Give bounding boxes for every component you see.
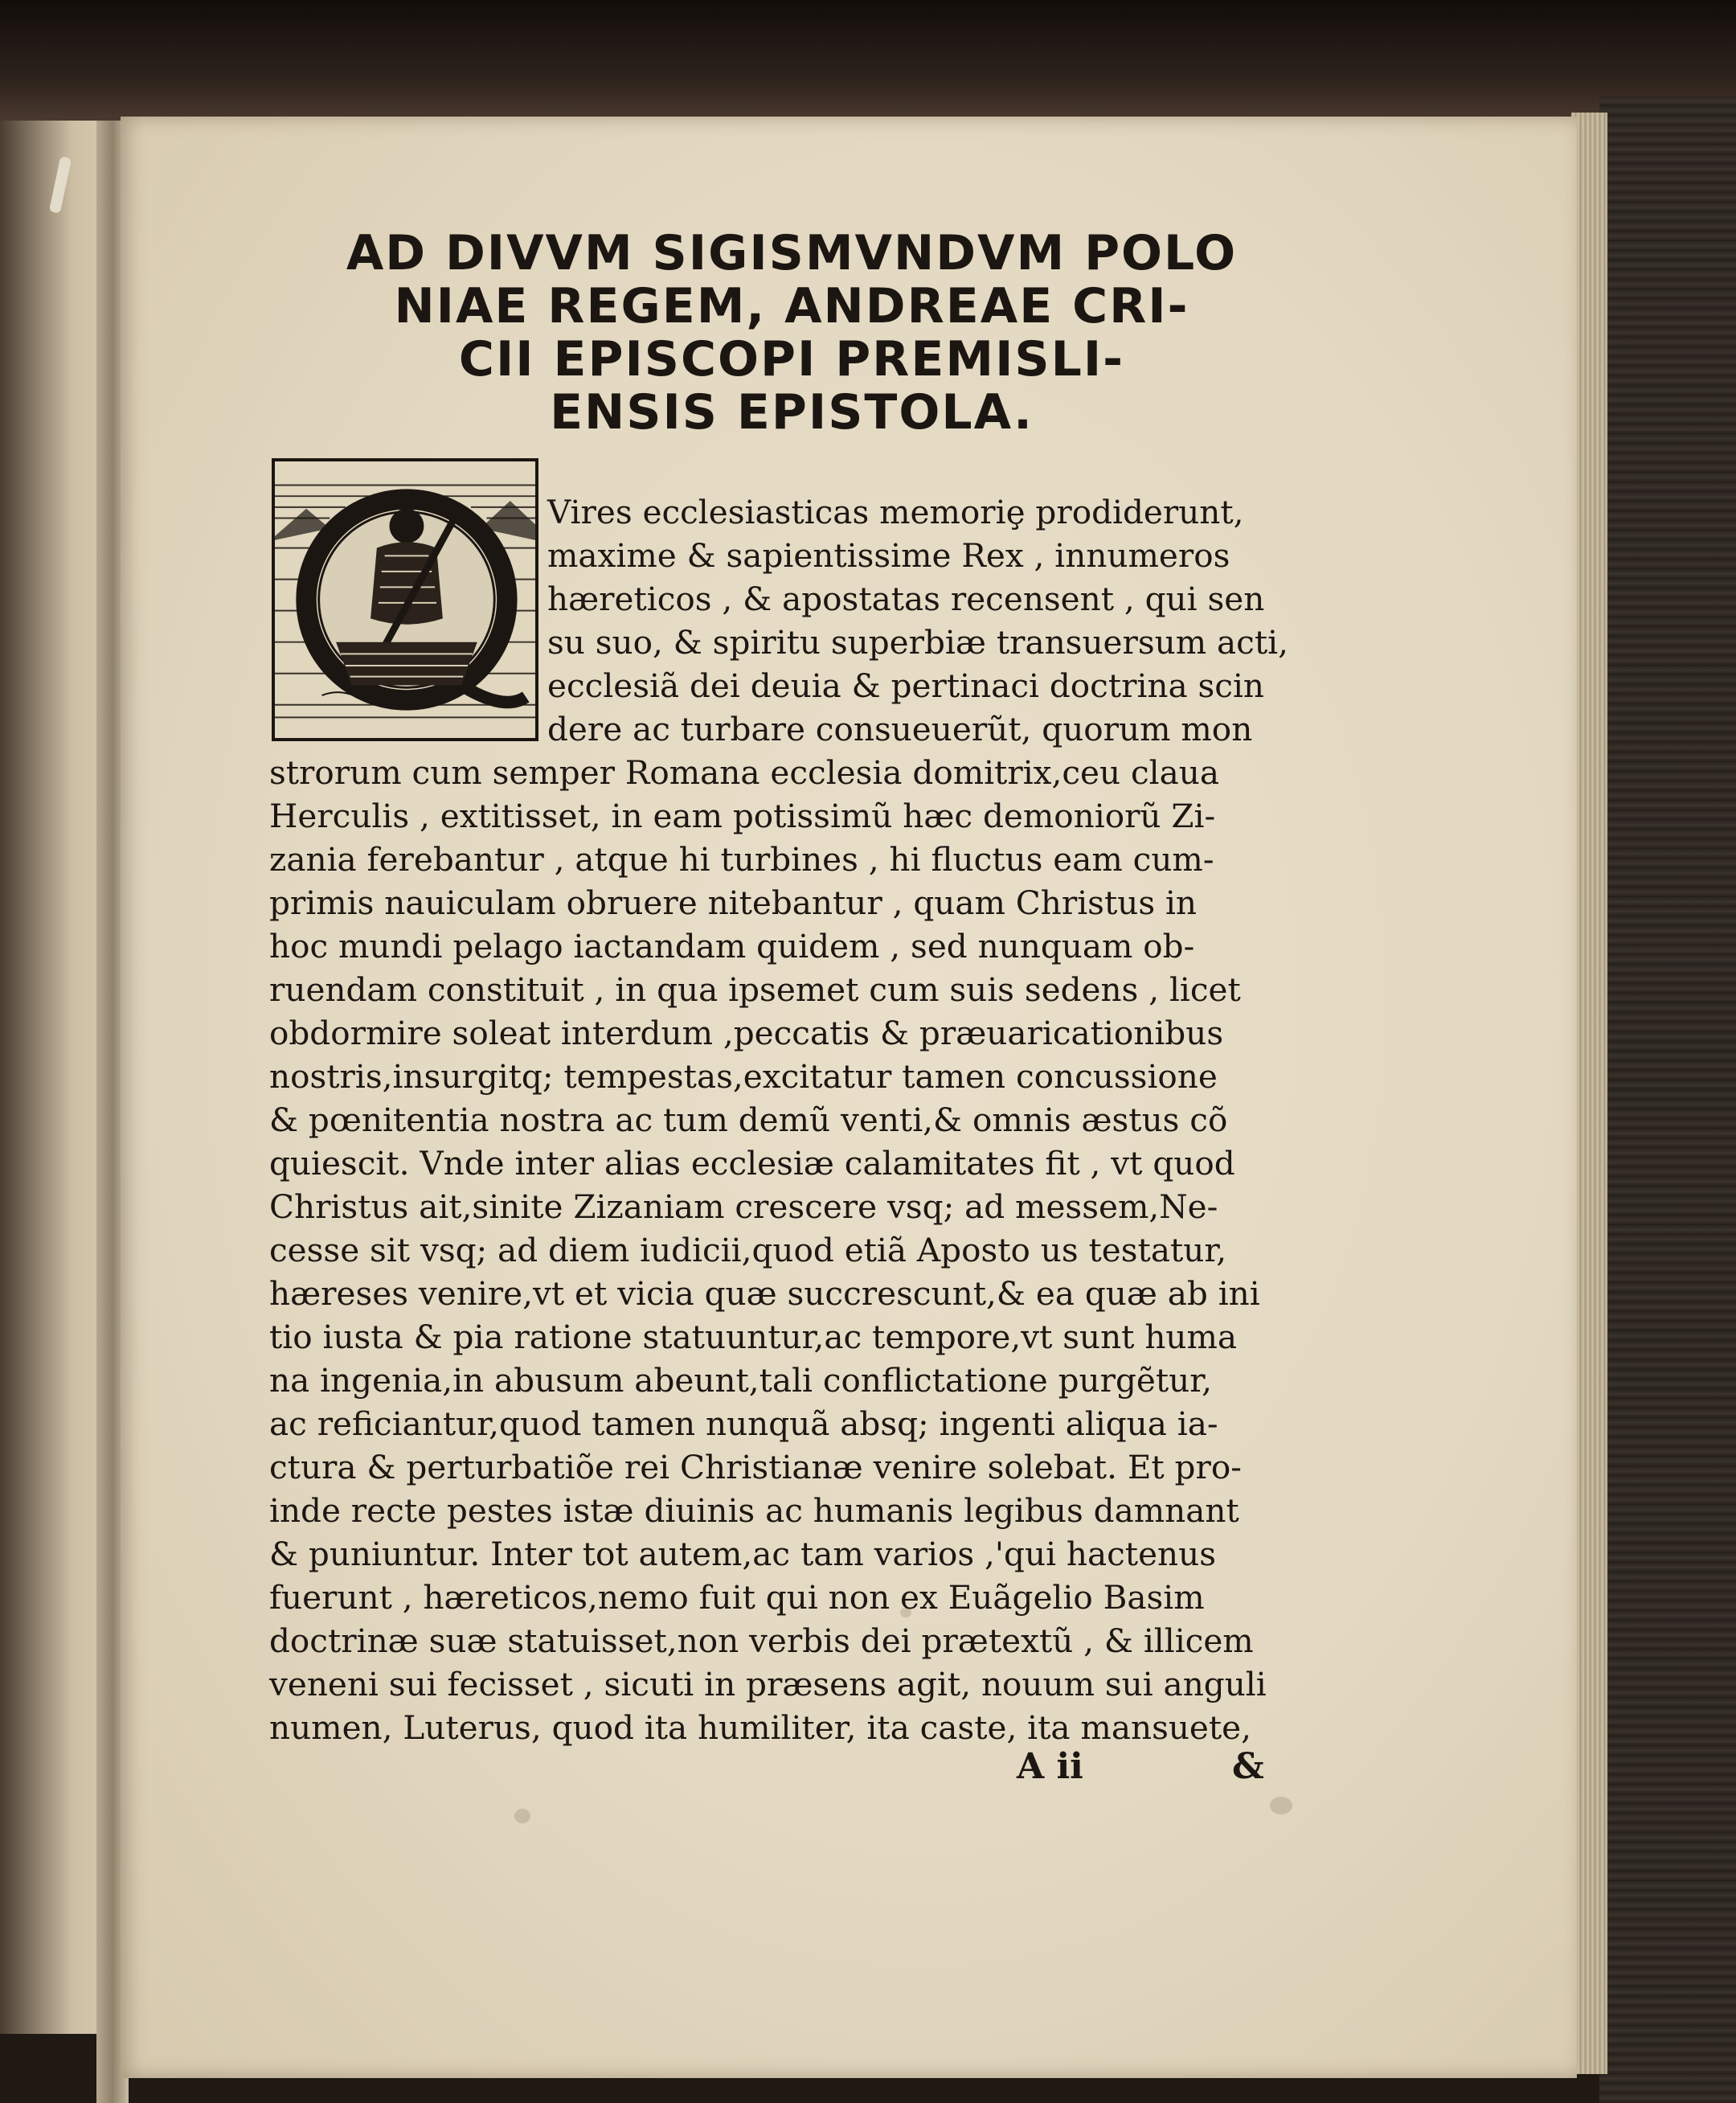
signature-mark: A ii — [1017, 1746, 1083, 1787]
text-line: ctura & perturbatiõe rei Christianæ venire solebat. Et pro- — [269, 1448, 1242, 1486]
heading-line: AD DIVVM SIGISMVNDVM POLO — [346, 225, 1238, 281]
text-line: Christus ait,sinite Zizaniam crescere vsq; ad messem,Ne- — [269, 1187, 1218, 1226]
text-line: numen, Luterus, quod ita humiliter, ita caste, ita mansuete, — [269, 1708, 1252, 1747]
text-line: inde recte pestes istæ diuinis ac humanis legibus damnant — [269, 1491, 1239, 1530]
text-line: nostris,insurgitq; tempestas,excitatur tamen concussione — [269, 1057, 1218, 1096]
text-line: hoc mundi pelago iactandam quidem , sed nunquam ob- — [269, 927, 1195, 965]
heading-line: ENSIS EPISTOLA. — [550, 384, 1034, 441]
text-line: ecclesiã dei deuia & pertinaci doctrina scin — [547, 666, 1265, 705]
text-line: Herculis , extitisset, in eam potissimũ hæc demoniorũ Zi- — [269, 797, 1216, 835]
text-line: obdormire soleat interdum ,peccatis & præuaricationibus — [269, 1014, 1224, 1052]
text-line: na ingenia,in abusum abeunt,tali conflictatione purgẽtur, — [269, 1361, 1213, 1400]
foxing-spot — [514, 1809, 530, 1823]
text-line: cesse sit vsq; ad diem iudicii,quod etiã Aposto us testatur, — [269, 1231, 1227, 1269]
book-cover-top — [0, 0, 1736, 125]
text-line: strorum cum semper Romana ecclesia domitrix,ceu claua — [269, 753, 1219, 792]
text-line: fuerunt , hæreticos,nemo fuit qui non ex Euãgelio Basim — [269, 1578, 1205, 1617]
text-line: primis nauiculam obruere nitebantur , quam Christus in — [269, 883, 1198, 922]
book-cover-right — [1599, 96, 1736, 2103]
page-heading — [269, 227, 1314, 439]
text-line: zania ferebantur , atque hi turbines , hi fluctus eam cum- — [269, 840, 1214, 879]
text-line: ac reficiantur,quod tamen nunquã absq; ingenti aliqua ia- — [269, 1404, 1218, 1443]
text-line: veneni sui fecisset , sicuti in præsens agit, nouum sui anguli — [269, 1665, 1267, 1703]
text-line: & pœnitentia nostra ac tum demũ venti,& omnis æstus cõ — [269, 1101, 1228, 1139]
text-line: hæreses venire,vt et vicia quæ succrescunt,& ea quæ ab ini — [269, 1274, 1260, 1313]
text-line: dere ac turbare consueuerũt, quorum mon — [547, 710, 1253, 748]
text-line: quiescit. Vnde inter alias ecclesiæ calamitates fit , vt quod — [269, 1144, 1235, 1183]
text-line: Vires ecclesiasticas memoriȩ prodiderunt, — [547, 493, 1244, 531]
text-line: & puniuntur. Inter tot autem,ac tam varios ,'qui hactenus — [269, 1535, 1217, 1573]
heading-line: NIAE REGEM, ANDREAE CRI- — [394, 278, 1189, 334]
heading-line: CII EPISCOPI PREMISLI- — [458, 331, 1125, 387]
text-line: tio iusta & pia ratione statuuntur,ac tempore,vt sunt huma — [269, 1318, 1238, 1356]
text-line: maxime & sapientissime Rex , innumeros — [547, 536, 1230, 575]
text-line: hæreticos , & apostatas recensent , qui sen — [547, 580, 1265, 618]
text-line: doctrinæ suæ statuisset,non verbis dei prætextũ , & illicem — [269, 1621, 1254, 1660]
text-line: ruendam constituit , in qua ipsemet cum suis sedens , licet — [269, 970, 1241, 1009]
text-line: su suo, & spiritu superbiæ transuersum acti, — [547, 623, 1288, 662]
body-text — [269, 490, 1288, 1749]
foxing-spot — [1270, 1797, 1292, 1814]
catchword: & — [1232, 1746, 1264, 1787]
